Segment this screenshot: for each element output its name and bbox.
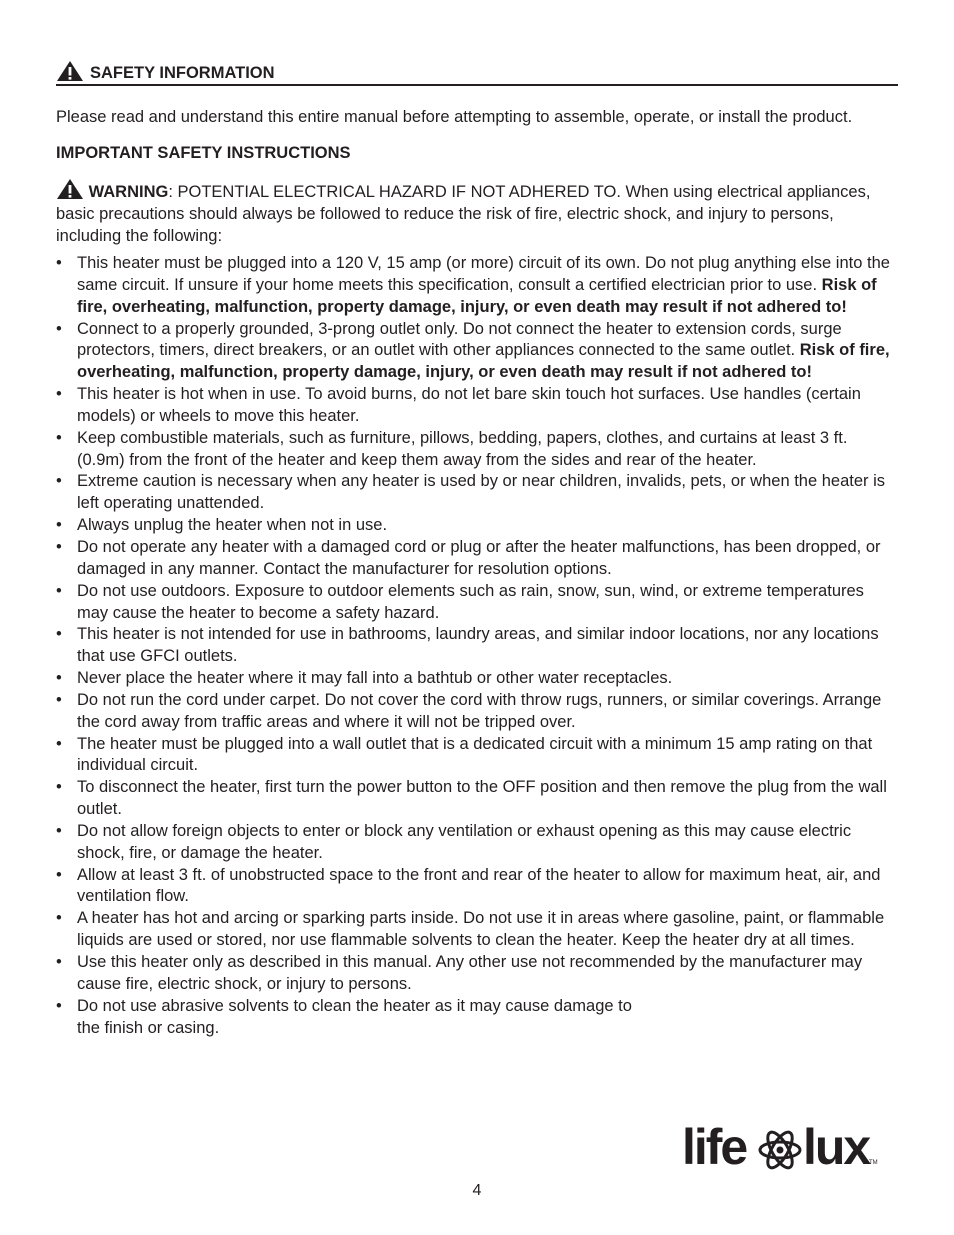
intro-paragraph: Please read and understand this entire manual before attempting to assemble, operate, or install the product. <box>56 108 853 126</box>
list-item: • Do not use abrasive solvents to clean the heater as it may cause damage to the finish or casing. <box>56 996 637 1040</box>
safety-list <box>56 253 898 1039</box>
trademark-mark: TM <box>869 1160 878 1166</box>
list-item: • This heater must be plugged into a 120 V, 15 amp (or more) circuit of its own. Do not plug anything else into the same circuit. If unsure if your home meets this specification, consult a certified electrician prior to use. Risk of fire, overheating, malfunction, property damage, injury, or even death may result if not adhered to! <box>56 253 898 319</box>
warning-text: : POTENTIAL ELECTRICAL HAZARD IF NOT ADHERED TO. When using electrical appliances, basic precautions should always be followed to reduce the risk of fire, electric shock, and injury to persons, including the following: <box>56 183 871 245</box>
list-item: • Do not use outdoors. Exposure to outdoor elements such as rain, snow, sun, wind, or extreme temperatures may cause the heater to become a safety hazard. <box>56 581 898 625</box>
logo-text-right: lux <box>803 1119 870 1175</box>
list-item: • Do not allow foreign objects to enter or block any ventilation or exhaust opening as this may cause electric shock, fire, or damage the heater. <box>56 821 898 865</box>
list-item: • Do not operate any heater with a damaged cord or plug or after the heater malfunctions, has been dropped, or damaged in any manner. Contact the manufacturer for resolution options. <box>56 537 898 581</box>
list-item: • To disconnect the heater, first turn the power button to the OFF position and then remove the plug from the wall outlet. <box>56 777 898 821</box>
warning-triangle-icon <box>56 60 84 82</box>
list-item: • Allow at least 3 ft. of unobstructed space to the front and rear of the heater to allow for maximum heat, air, and ventilation flow. <box>56 865 898 909</box>
warning-paragraph <box>56 178 898 247</box>
section-header <box>56 58 898 86</box>
list-item: • This heater is not intended for use in bathrooms, laundry areas, and similar indoor locations, nor any locations that use GFCI outlets. <box>56 624 898 668</box>
list-item: • Use this heater only as described in this manual. Any other use not recommended by the manufacturer may cause fire, electric shock, or injury to persons. <box>56 952 898 996</box>
atom-icon <box>760 1129 800 1172</box>
section-title: SAFETY INFORMATION <box>90 64 275 82</box>
page-number: 4 <box>472 1182 482 1199</box>
list-item: • Always unplug the heater when not in use. <box>56 515 898 537</box>
list-item: • Keep combustible materials, such as furniture, pillows, bedding, papers, clothes, and curtains at least 3 ft. (0.9m) from the front of the heater and keep them away from the sides and rear of the heater. <box>56 428 898 472</box>
list-item: • Do not run the cord under carpet. Do not cover the cord with throw rugs, runners, or similar coverings. Arrange the cord away from traffic areas and where it will not be tripped over. <box>56 690 898 734</box>
list-item: • A heater has hot and arcing or sparking parts inside. Do not use it in areas where gasoline, paint, or flammable liquids are used or stored, nor use flammable solvents to clean the heater. Keep the heater dry at all times. <box>56 908 898 952</box>
list-item: • The heater must be plugged into a wall outlet that is a dedicated circuit with a minimum 15 amp rating on that individual circuit. <box>56 734 898 778</box>
warning-triangle-icon <box>56 178 84 200</box>
warning-label: WARNING <box>88 183 169 201</box>
list-item: • Connect to a properly grounded, 3-prong outlet only. Do not connect the heater to extension cords, surge protectors, timers, direct breakers, or an outlet with other appliances connected to the same outlet. Risk of fire, overheating, malfunction, property damage, injury, or even death may result if not adhered to! <box>56 319 898 385</box>
list-item: • This heater is hot when in use. To avoid burns, do not let bare skin touch hot surfaces. Use handles (certain models) or wheels to move this heater. <box>56 384 898 428</box>
list-item: • Extreme caution is necessary when any heater is used by or near children, invalids, pets, or when the heater is left operating unattended. <box>56 471 898 515</box>
manual-page <box>56 58 898 1039</box>
list-item: • Never place the heater where it may fall into a bathtub or other water receptacles. <box>56 668 898 690</box>
lifelux-logo <box>682 1118 882 1180</box>
important-instructions-heading: IMPORTANT SAFETY INSTRUCTIONS <box>56 144 351 162</box>
logo-text-left: life <box>682 1119 747 1175</box>
